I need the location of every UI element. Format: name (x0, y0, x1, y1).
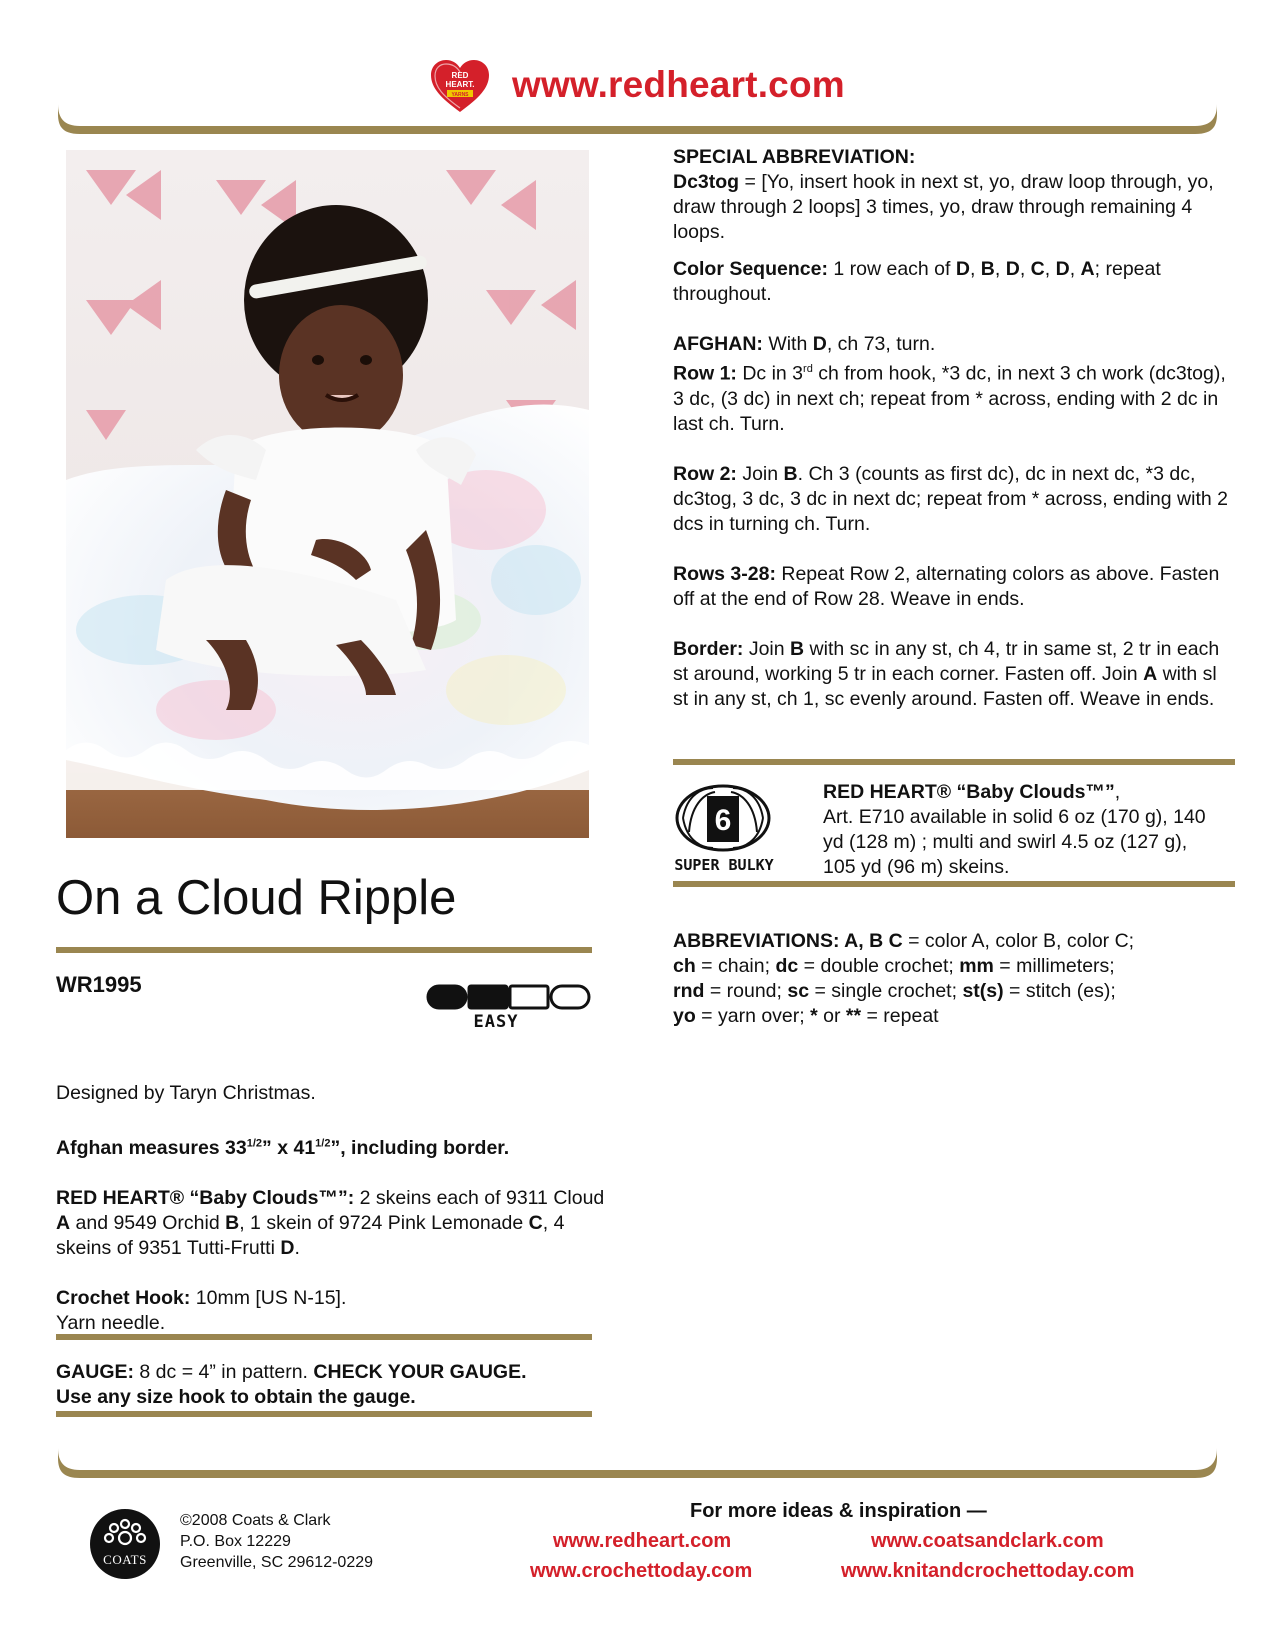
row-1-instructions: Row 1: Dc in 3rd ch from hook, *3 dc, in next 3 ch work (dc3tog), 3 dc, (3 dc) in next ch; repeat from * across, ending with 2 dc in last ch. Turn. (673, 362, 1226, 435)
skill-bar-4 (551, 986, 589, 1008)
yarn-box-top-divider (673, 759, 1235, 765)
gauge-top-divider (56, 1334, 592, 1340)
skill-bar-2 (469, 986, 507, 1008)
skill-bar-3 (510, 986, 548, 1008)
header-swoosh-rule (56, 104, 1219, 134)
yarn-weight-number: 6 (714, 804, 732, 837)
skill-level-indicator (426, 982, 602, 1034)
afghan-start: AFGHAN: With D, ch 73, turn. (673, 333, 936, 355)
logo-text-heart: HEART. (445, 80, 475, 89)
logo-text-yarns: YARNS (451, 92, 469, 98)
yarn-weight-icon (673, 782, 781, 878)
border-instructions: Border: Join B with sc in any st, ch 4, tr in same st, 2 tr in each st around, working 5 tr in each corner. Fasten off. Join A with sl st in any st, ch 1, sc evenly around. Fasten off. Weave in ends. (673, 637, 1220, 710)
company-address (180, 1510, 373, 1573)
special-abbreviation-heading: SPECIAL ABBREVIATION: (673, 146, 916, 168)
afghan-measurements: Afghan measures $33^{1/2}$” x $41^{1/2}$”, including border. (56, 1136, 510, 1159)
yarn-weight-label: SUPER BULKY (674, 856, 774, 874)
footer-link-coatsandclark[interactable]: www.coatsandclark.com (871, 1530, 1104, 1552)
color-sequence: Color Sequence: 1 row each of D, B, D, C, D, A; repeat throughout. (673, 258, 1161, 305)
yarn-description: RED HEART® “Baby Clouds™”, Art. E710 available in solid 6 oz (170 g), 140 yd (128 m) ; multi and swirl 4.5 oz (127 g), 105 yd (96 m) skeins. (823, 781, 1206, 878)
gauge-bottom-divider (56, 1411, 592, 1417)
pattern-title: On a Cloud Ripple (56, 871, 457, 925)
footer-link-crochettoday[interactable]: www.crochettoday.com (530, 1560, 753, 1582)
rows-3-28-instructions: Rows 3-28: Repeat Row 2, alternating colors as above. Fasten off at the end of Row 28. Weave in ends. (673, 562, 1220, 610)
instructions-section (673, 145, 1233, 712)
po-box-line: P.O. Box 12229 (180, 1533, 291, 1550)
designer-credit: Designed by Taryn Christmas. (56, 1082, 316, 1104)
logo-text-red: RED (451, 71, 469, 80)
dc3tog-definition: Dc3tog = [Yo, insert hook in next st, yo, draw loop through, yo, draw through 2 loops] 3 times, yo, draw through remaining 4 loops. (673, 171, 1214, 243)
yarn-requirements: RED HEART® “Baby Clouds™”: 2 skeins each of 9311 Cloud A and 9549 Orchid B, 1 skein of 9724 Pink Lemonade C, 4 skeins of 9351 Tutti-Frutti D. (56, 1186, 605, 1259)
skill-level-label: EASY (473, 1012, 519, 1032)
header-url-link[interactable]: www.redheart.com (512, 64, 845, 105)
gauge-section: GAUGE: 8 dc = 4” in pattern. CHECK YOUR GAUGE. Use any size hook to obtain the gauge. (56, 1361, 527, 1408)
row-2-instructions: Row 2: Join B. Ch 3 (counts as first dc), dc in next dc, *3 dc, dc3tog, 3 dc, 3 dc in next dc; repeat from * across, ending with 2 dcs in turning ch. Turn. (673, 462, 1228, 535)
pattern-code: WR1995 (56, 972, 142, 997)
materials-section (56, 1081, 616, 1361)
title-divider (56, 947, 592, 953)
copyright-line: ©2008 Coats & Clark (180, 1512, 331, 1529)
yarn-box-bottom-divider (673, 881, 1235, 887)
footer-swoosh-rule (56, 1448, 1219, 1478)
more-ideas-heading: For more ideas & inspiration — (690, 1500, 987, 1522)
skill-bar-1 (428, 986, 466, 1008)
footer-link-redheart[interactable]: www.redheart.com (553, 1530, 732, 1552)
city-line: Greenville, SC 29612-0229 (180, 1554, 374, 1571)
coats-logo-text: COATS (103, 1552, 147, 1567)
coats-logo (89, 1508, 161, 1580)
footer-link-knitandcrochettoday[interactable]: www.knitandcrochettoday.com (841, 1560, 1135, 1582)
abbreviations-section: ABBREVIATIONS: A, B C = color A, color B, color C; ch = chain; dc = double crochet; mm = millimeters; rnd = round; sc = single crochet; st(s) = stitch (es); yo = yarn over; * or ** = repeat (673, 930, 1135, 1027)
tools-required: Crochet Hook: 10mm [US N-15]. Yarn needle. (56, 1286, 347, 1334)
project-photo (66, 150, 589, 838)
